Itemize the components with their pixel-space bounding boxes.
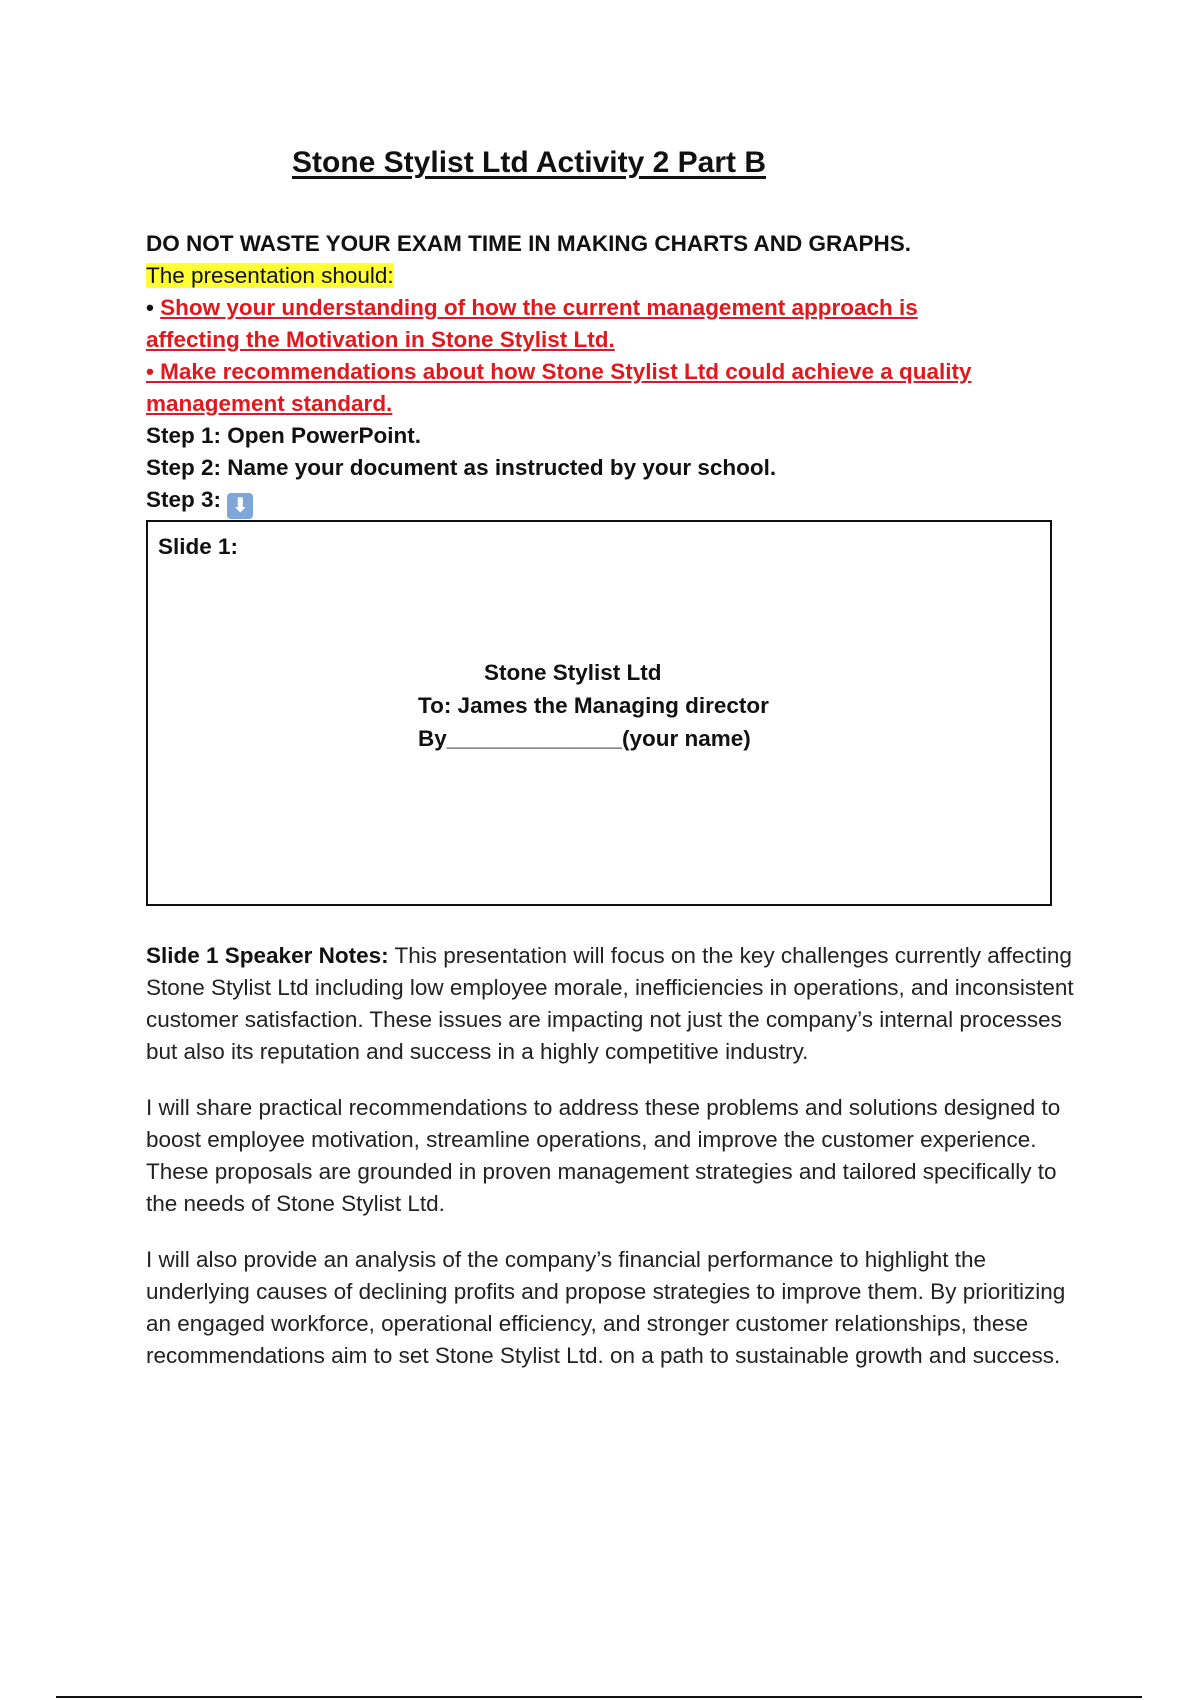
warning-text: DO NOT WASTE YOUR EXAM TIME IN MAKING CHARTS AND GRAPHS. bbox=[146, 231, 912, 256]
step-3-line bbox=[146, 484, 1076, 519]
instructions-block bbox=[146, 228, 1076, 519]
bullet-2-text-cont: management standard. bbox=[146, 391, 393, 416]
bullet-1-text: Show your understanding of how the current management approach is bbox=[160, 295, 918, 320]
bullet-2-text: • Make recommendations about how Stone Stylist Ltd could achieve a quality bbox=[146, 359, 972, 384]
bullet-1-line-2 bbox=[146, 324, 1076, 356]
document-title: Stone Stylist Ltd Activity 2 Part B bbox=[292, 146, 766, 179]
slide-recipient: To: James the Managing director bbox=[418, 693, 769, 718]
intro-line bbox=[146, 260, 1076, 292]
slide-company-name: Stone Stylist Ltd bbox=[484, 660, 662, 685]
bullet-1-line-1 bbox=[146, 292, 1076, 324]
slide-label: Slide 1: bbox=[158, 534, 239, 559]
bullet-2-line-2 bbox=[146, 388, 1076, 420]
step-3: Step 3: bbox=[146, 487, 222, 512]
step-1: Step 1: Open PowerPoint. bbox=[146, 423, 422, 448]
bullet-symbol: • bbox=[146, 295, 154, 320]
notes-paragraph-1: This presentation will focus on the key challenges currently affecting Stone Stylist Ltd including low employee morale, inefficiencies in operations, and inconsistent customer satisfaction. These issues are impacting not just the company’s internal processes but also its reputation and success in a highly competitive industry. bbox=[146, 943, 1074, 1064]
notes-paragraph bbox=[146, 940, 1076, 1068]
footer-divider bbox=[56, 1696, 1142, 1698]
bullet-2-line-1 bbox=[146, 356, 1076, 388]
down-arrow-icon: ⬇ bbox=[227, 493, 253, 519]
slide-title-block bbox=[418, 656, 769, 755]
notes-paragraph-3: I will also provide an analysis of the company’s financial performance to highlight the underlying causes of declining profits and propose strategies to improve them. By prioritizing an engaged workforce, operational efficiency, and stronger customer relationships, these recommendations aim to set Stone Stylist Ltd. on a path to sustainable growth and success. bbox=[146, 1247, 1066, 1368]
step-2: Step 2: Name your document as instructed by your school. bbox=[146, 455, 777, 480]
notes-paragraph-2: I will share practical recommendations to address these problems and solutions designed to boost employee motivation, streamline operations, and improve the customer experience. These proposals are grounded in proven management strategies and tailored specifically to the needs of Stone Stylist Ltd. bbox=[146, 1095, 1061, 1216]
bullet-1-text-cont: affecting the Motivation in Stone Stylist Ltd. bbox=[146, 327, 615, 352]
intro-highlighted-text: The presentation should: bbox=[146, 263, 394, 288]
speaker-notes-label: Slide 1 Speaker Notes: bbox=[146, 943, 389, 968]
speaker-notes bbox=[146, 940, 1076, 1396]
slide-1-box bbox=[146, 520, 1052, 906]
slide-author-line: By______________(your name) bbox=[418, 726, 751, 751]
